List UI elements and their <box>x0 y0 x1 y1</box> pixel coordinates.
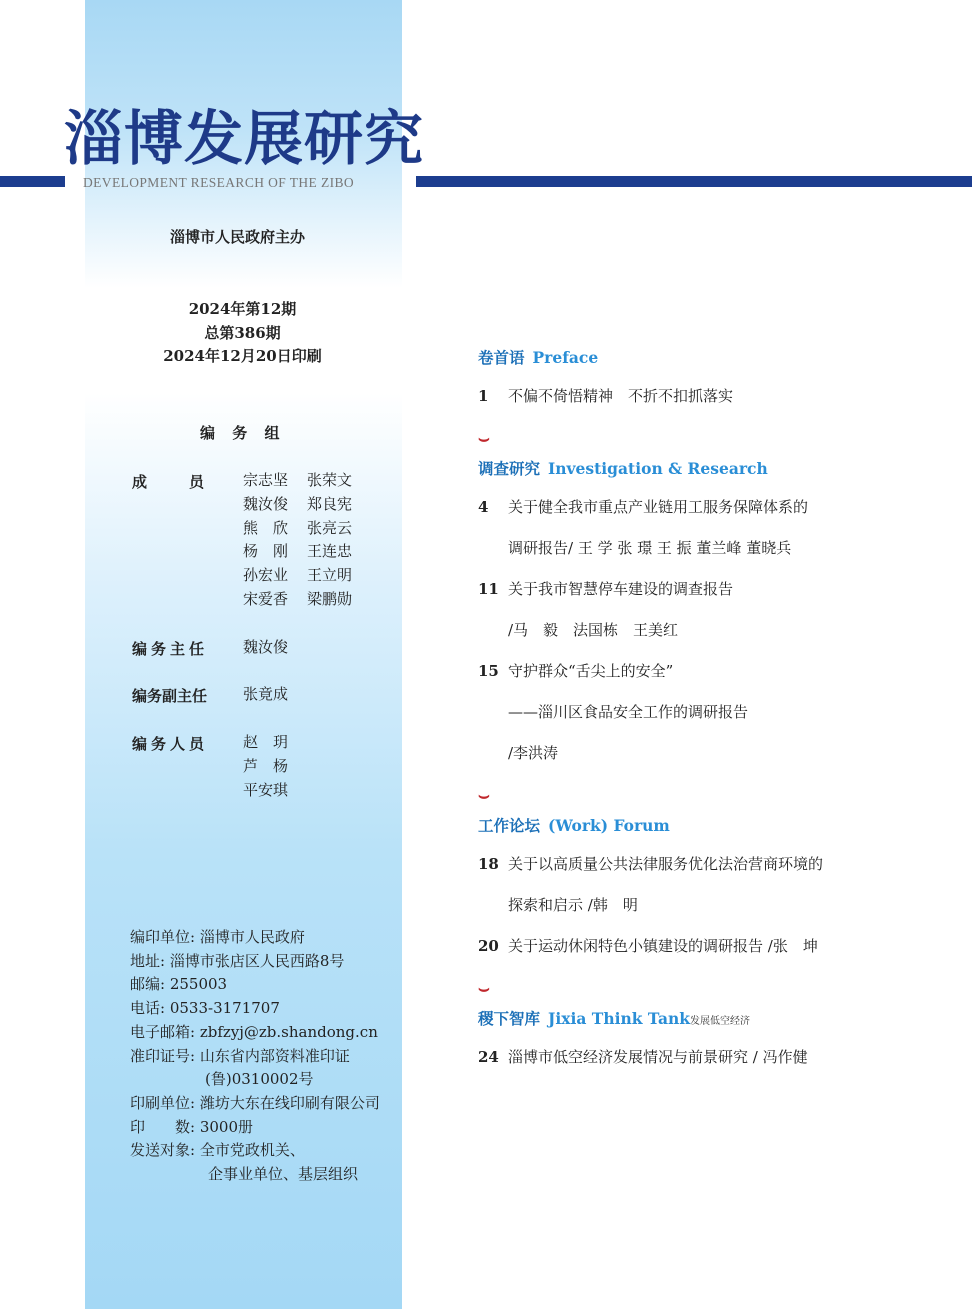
toc-entry[interactable] <box>478 926 948 967</box>
toc-entry[interactable] <box>478 569 948 610</box>
toc-entry-continued: 探索和启示 /韩 明 <box>508 896 638 914</box>
members-row: 宗志坚 张荣文 <box>243 471 353 489</box>
issue-number: 2024年第12期 <box>188 300 297 318</box>
staff-name: 平安琪 <box>243 780 289 799</box>
red-wave-divider-icon: ⌣ <box>478 785 490 806</box>
postcode: 邮编: 255003 <box>130 975 228 994</box>
toc-entry-title: 关于运动休闲特色小镇建设的调研报告 /张 坤 <box>508 937 818 955</box>
members-row: 魏汝俊 郑良宪 <box>243 494 353 513</box>
section-title-en: Preface <box>532 348 599 367</box>
publication-info <box>130 926 400 1187</box>
section-heading-forum <box>478 814 948 838</box>
print-unit: 印刷单位: 潍坊大东在线印刷有限公司 <box>130 1093 380 1112</box>
section-title-en: Jixia Think Tank <box>548 1009 691 1028</box>
toc-entry-continued: /马 毅 法国栋 王美红 <box>508 621 679 639</box>
toc-page-number: 24 <box>478 1048 499 1066</box>
toc-page-number: 18 <box>478 855 499 873</box>
members-row: 孙宏业 王立明 <box>243 566 353 585</box>
red-wave-divider-icon: ⌣ <box>478 428 490 449</box>
members-row: 熊 欣 张亮云 <box>243 518 353 537</box>
toc-page-number: 1 <box>478 387 489 405</box>
toc-entry-continued: /李洪涛 <box>508 744 559 762</box>
magazine-title: 淄博发展研究 <box>64 104 425 173</box>
deputy-director-label: 编务副主任 <box>132 687 208 705</box>
members-label: 成 员 <box>132 473 209 491</box>
members-row: 杨 刚 王连忠 <box>243 542 353 561</box>
toc-entry-continued: 调研报告/ 王 学 张 璟 王 振 董兰峰 董晓兵 <box>508 539 792 557</box>
email: 电子邮箱: zbfzyj@zb.shandong.cn <box>130 1022 378 1041</box>
toc-entry-title: 不偏不倚悟精神 不折不扣抓落实 <box>508 387 734 405</box>
header-rule-right <box>416 176 972 187</box>
toc-entry[interactable] <box>478 651 948 692</box>
copies: 印 数: 3000册 <box>130 1117 253 1136</box>
toc-entry-title: 守护群众“舌尖上的安全” <box>508 662 674 680</box>
staff-label: 编务人员 <box>132 735 209 753</box>
members-row: 宋爱香 梁鹏勋 <box>243 589 353 608</box>
members-list <box>243 469 371 612</box>
editorial-group-title: 编 务 组 <box>200 424 286 442</box>
staff-name: 芦 杨 <box>243 756 289 775</box>
address: 地址: 淄博市张店区人民西路8号 <box>130 951 345 970</box>
section-title-zh: 工作论坛 <box>478 816 541 835</box>
section-title-zh: 稷下智库 <box>478 1009 541 1028</box>
director-name: 魏汝俊 <box>243 638 289 656</box>
red-wave-divider-icon: ⌣ <box>478 978 490 999</box>
toc-entry-title: 关于健全我市重点产业链用工服务保障体系的 <box>508 498 809 516</box>
section-title-zh: 调查研究 <box>478 459 541 478</box>
staff-list <box>243 731 288 802</box>
section-title-en: (Work) Forum <box>548 816 670 835</box>
printer-unit: 编印单位: 淄博市人民政府 <box>130 928 305 946</box>
section-title-en: Investigation & Research <box>548 459 768 478</box>
print-date: 2024年12月20日印刷 <box>163 347 322 365</box>
phone: 电话: 0533-3171707 <box>130 999 280 1018</box>
issue-info <box>150 298 335 369</box>
magazine-subtitle: DEVELOPMENT RESEARCH OF THE ZIBO <box>83 175 355 190</box>
toc-page-number: 11 <box>478 580 499 598</box>
distribution-continued: 企事业单位、基层组织 <box>208 1165 359 1184</box>
section-heading-think-tank <box>478 1007 948 1031</box>
director-label: 编务主任 <box>132 640 209 658</box>
toc-page-number: 20 <box>478 937 499 955</box>
toc-entry[interactable] <box>478 1037 948 1078</box>
header-rule-left <box>0 176 65 187</box>
section-heading-investigation <box>478 457 948 481</box>
total-issue-number: 总第386期 <box>204 323 281 342</box>
toc-entry-title: 关于我市智慧停车建设的调查报告 <box>508 580 734 598</box>
section-title-zh: 卷首语 <box>478 348 525 367</box>
toc-entry-title: 淄博市低空经济发展情况与前景研究 / 冯作健 <box>508 1048 808 1066</box>
toc-entry[interactable] <box>478 487 948 528</box>
deputy-director-name: 张竟成 <box>243 685 289 703</box>
toc-entry[interactable] <box>478 376 948 417</box>
toc-entry-title: 关于以高质量公共法律服务优化法治营商环境的 <box>508 855 824 873</box>
toc-entry[interactable] <box>478 844 948 885</box>
toc-page-number: 15 <box>478 662 499 680</box>
sponsor-line: 淄博市人民政府主办 <box>170 228 306 246</box>
permit-number-continued: (鲁)0310002号 <box>205 1070 314 1089</box>
section-title-suffix: 发展低空经济 <box>690 1016 751 1027</box>
section-heading-preface <box>478 346 948 370</box>
distribution: 发送对象: 全市党政机关、 <box>130 1141 305 1160</box>
table-of-contents <box>478 346 948 1078</box>
permit-number: 准印证号: 山东省内部资料准印证 <box>130 1046 350 1065</box>
staff-name: 赵 玥 <box>243 733 289 751</box>
toc-entry-continued: ——淄川区食品安全工作的调研报告 <box>508 703 749 721</box>
toc-page-number: 4 <box>478 498 489 516</box>
